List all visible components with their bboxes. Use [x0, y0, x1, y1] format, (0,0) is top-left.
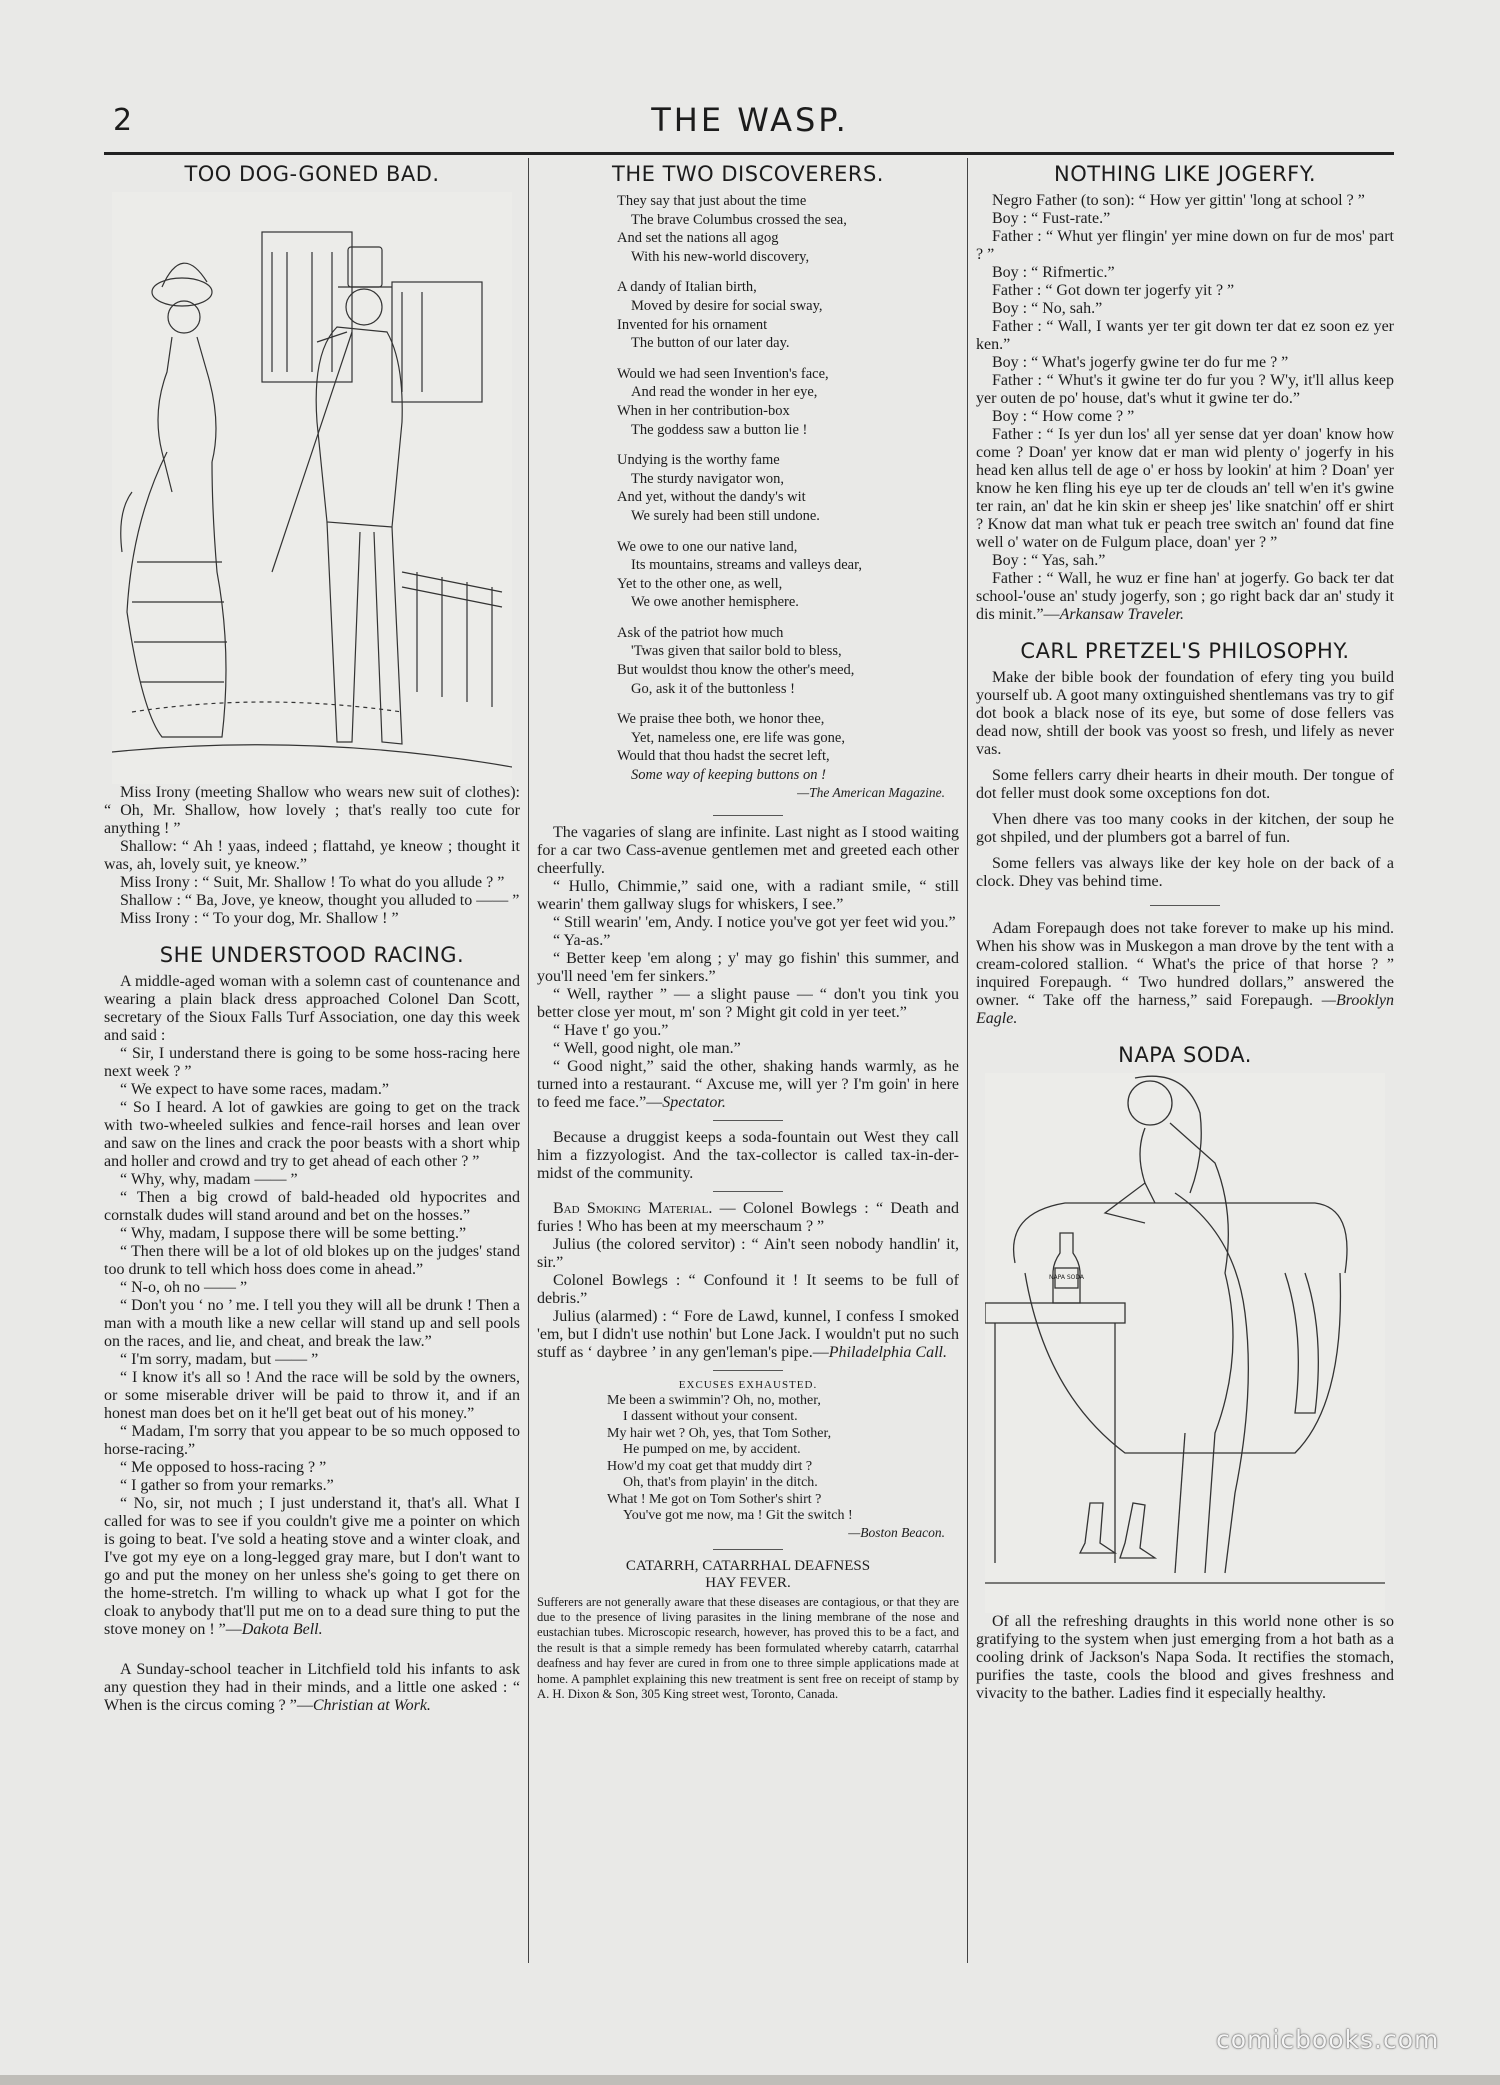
poem-line: With his new-world discovery,: [631, 248, 810, 265]
page-edge: [0, 2075, 1500, 2085]
source-credit: Philadelphia Call.: [828, 1343, 947, 1361]
paragraph: “ Well, good night, ole man.”: [553, 1039, 741, 1057]
poem-line: The sturdy navigator won,: [631, 470, 785, 487]
lead-in: Bad Smoking Material.: [553, 1199, 713, 1217]
poem-line: The button of our later day.: [631, 335, 790, 352]
poem-line: Some way of keeping buttons on !: [631, 767, 826, 784]
paragraph: “ We expect to have some races, madam.”: [120, 1081, 389, 1098]
paragraph: “ I'm sorry, madam, but —— ”: [120, 1351, 319, 1368]
article-body: [537, 824, 959, 1112]
article-title: SHE UNDERSTOOD RACING.: [159, 943, 465, 967]
paragraph: Father : “ Whut's it gwine ter do fur you ? W'y, it'll allus keep yer outen de po' house, dat's whut it gwine ter do.”: [976, 372, 1394, 407]
paragraph: “ Hullo, Chimmie,” said one, with a radiant smile, “ still wearin' them gallway slugs for whiskers, I see.”: [537, 877, 959, 913]
masthead-title: THE WASP.: [651, 101, 849, 139]
paragraph: “ Good night,” said the other, shaking hands warmly, as he turned into a restaurant. “ Axcuse me, will yer ? I'm goin' in here to feed me face.”—Spectator.: [537, 1057, 959, 1111]
paragraph: Father : “ Whut yer flingin' yer mine down on fur de mos' part ? ”: [976, 228, 1394, 263]
paragraph: “ So I heard. A lot of gawkies are going to get on the track with two-wheeled sulkies and fence-rail horses and lean over and saw on the lines and crack the poor beasts with a short whip and holler and crowd and try to get ahead of each other ? ”: [104, 1099, 520, 1170]
poem-line: Ask of the patriot how much: [617, 624, 784, 641]
paragraph: Father : “ Is yer dun los' all yer sense dat yer doan' know how come ? Doan' yer know dat er man wid plenty o' jogerfy in his head ken allus tell de age o' er hoss by lookin' at him ? Doan' yer know he ken fling his eye up ter de clouds an' tell w'en it's gwine ter rain, an' dat he kin skin er sheep jes' like snatchin' off er shirt ? Know dat man what tuk er peach tree switch an' found dat fine well o' water on de Fulgum place, doan' yer ? ”: [976, 426, 1394, 551]
paragraph: “ Then a big crowd of bald-headed old hypocrites and cornstalk dudes will stand around and bet on the hosses.”: [104, 1189, 520, 1224]
column-middle: [537, 158, 959, 1963]
paragraph: Miss Irony : “ To your dog, Mr. Shallow ! ”: [120, 910, 399, 927]
poem-line: Yet to the other one, as well,: [617, 575, 783, 592]
paragraph: Miss Irony : “ Suit, Mr. Shallow ! To what do you allude ? ”: [120, 874, 505, 891]
poem-line: The brave Columbus crossed the sea,: [631, 211, 847, 228]
paragraph: “ Don't you ‘ no ’ me. I tell you they will all be drunk ! Then a man with a mouth like a new cellar will stand up and sell pools on the races, and lie, and cheat, and break the law.”: [104, 1297, 520, 1350]
article-title: CARL PRETZEL'S PHILOSOPHY.: [1020, 639, 1350, 663]
source-credit: Spectator.: [662, 1093, 726, 1111]
poem: Me been a swimmin'? Oh, no, mother, I dassent without your consent. My hair wet ? Oh, yes, that Tom Sother, He pumped on me, by accident. How'd my coat get that muddy dirt ? Oh, that's from playin' in the ditch. What ! Me got on Tom Sother's shirt ? You've got me now, ma ! Git the switch !: [607, 1392, 853, 1524]
advertisement-text: Sufferers are not generally aware that these diseases are contagious, or that they are due to the presence of living parasites in the lining membrane of the nose and eustachian tubes. Microscopic research, however, has proved this to be a fact, and the result is that a simple remedy has been formulated whereby catarrh, catarrhal deafness and hay fever are cured in from one to three simple applications made at home. A pamphlet explaining this new treatment is sent free on receipt of stamp by A. H. Dixon & Son, 305 King street west, Toronto, Canada.: [537, 1594, 959, 1702]
paragraph: “ Me opposed to hoss-racing ? ”: [120, 1459, 327, 1476]
source-credit: Dakota Bell.: [241, 1621, 323, 1638]
poem-line: We surely had been still undone.: [631, 507, 820, 524]
watermark: comicbooks.com: [1216, 2025, 1440, 2054]
paragraph: “ Have t' go you.”: [553, 1021, 669, 1039]
poem-line: But wouldst thou know the other's meed,: [617, 662, 855, 679]
article-body: [976, 192, 1394, 624]
paragraph: Father : “ Wall, I wants yer ter git down ter dat ez soon ez yer ken.”: [976, 318, 1394, 353]
paragraph: Shallow: “ Ah ! yaas, indeed ; flattahd, ye kneow ; thought it was, ah, lovely suit, ye kneow.”: [104, 838, 520, 873]
paragraph: Boy : “ No, sah.”: [992, 300, 1103, 317]
poem-line: And yet, without the dandy's wit: [617, 489, 806, 506]
column-divider: [967, 158, 968, 1963]
paragraph: Colonel Bowlegs : “ Confound it ! It seems to be full of debris.”: [537, 1271, 959, 1307]
paragraph: Julius (alarmed) : “ Fore de Lawd, kunnel, I confess I smoked 'em, but I didn't use nothin' but Lone Jack. I wouldn't put no such stuff as ‘ daybree ’ in any gen'leman's pipe.—Philadelphia Call.: [537, 1307, 959, 1361]
paragraph: Shallow : “ Ba, Jove, ye kneow, thought you alluded to —— ”: [120, 892, 520, 909]
paragraph: “ Sir, I understand there is going to be some hoss-racing here next week ? ”: [104, 1045, 520, 1080]
paragraph: “ Then there will be a lot of old blokes up on the judges' stand too drunk to tell which hoss does come in ahead.”: [104, 1243, 520, 1278]
paragraph: “ No, sir, not much ; I just understand it, that's all. What I called for was to see if you couldn't give me a pointer on which is going to beat. I've sold a heating stove and a winter cloak, and I've got my eye on a long-legged gray mare, but I don't want to go and put the money on her unless she's going to get there on the home-stretch. I'm willing to whack up what I got for the cloak to anybody that'll put me on to a dead sure thing to put the stove money on ! ”—Dakota Bell.: [104, 1495, 520, 1638]
source-credit: Arkansaw Traveler.: [1059, 606, 1185, 623]
poem-line: Undying is the worthy fame: [617, 452, 780, 469]
paragraph: Make der bible book der foundation of efery ting you build yourself ub. A goot many oxtinguished shentlemans vas try to gif dot book a black nose of its eye, but some of dose fellers vas dead now, shtill der book vas yoost so fresh, und lifely as never vas.: [976, 669, 1394, 758]
paragraph: Some fellers vas always like der key hole on der back of a clock. Dhey vas behind time.: [976, 855, 1394, 890]
paragraph: Boy : “ Yas, sah.”: [992, 552, 1106, 569]
poem-line: And read the wonder in her eye,: [631, 384, 818, 401]
poem-line: And set the nations all agog: [617, 230, 779, 247]
bottle-label: NAPA SODA: [1049, 1274, 1084, 1281]
poem: [617, 192, 959, 785]
poem-line: When in her contribution-box: [617, 402, 790, 419]
paragraph: “ I know it's all so ! And the race will be sold by the owners, or some miserable driver will be paid to throw it, and if an honest man does bet on it he'll get beat out of his money.”: [104, 1369, 520, 1422]
paragraph: Boy : “ Fust-rate.”: [992, 210, 1111, 227]
paragraph: The vagaries of slang are infinite. Last night as I stood waiting for a car two Cass-avenue gentlemen met and greeted each other cheerfully.: [537, 823, 959, 877]
poem-line: The goddess saw a button lie !: [631, 421, 808, 438]
source-credit: —The American Magazine.: [797, 784, 945, 800]
paragraph: “ Ya-as.”: [553, 931, 611, 949]
paragraph: Miss Irony (meeting Shallow who wears new suit of clothes): “ Oh, Mr. Shallow, how lovely ; that's really too cute for anything ! ”: [104, 784, 520, 837]
advertisement-title: CATARRH, CATARRHAL DEAFNESS HAY FEVER.: [625, 1557, 871, 1591]
paragraph: “ Why, madam, I suppose there will be some betting.”: [120, 1225, 467, 1242]
poem-line: Moved by desire for social sway,: [631, 297, 823, 314]
poem-line: Would that thou hadst the secret left,: [617, 748, 830, 765]
paragraph: “ Why, why, madam —— ”: [120, 1171, 298, 1188]
paragraph: Adam Forepaugh does not take forever to make up his mind. When his show was in Muskegon a man drove by the tent with a cream-colored stallion. “ What's the price of that horse ? ” inquired Forepaugh. “ Two hundred dollars,” answered the owner. “ Take off the harness,” said Forepaugh. —Brooklyn Eagle.: [976, 920, 1394, 1027]
paragraph: Father : “ Got down ter jogerfy yit ? ”: [992, 282, 1235, 299]
poem-line: Invented for his ornament: [617, 316, 768, 333]
column-left: [104, 158, 520, 1963]
napa-soda-illustration: [985, 1073, 1385, 1613]
poem-line: We owe another hemisphere.: [631, 594, 799, 611]
poem-line: We owe to one our native land,: [617, 538, 798, 555]
paragraph: “ Well, rayther ” — a slight pause — “ don't you tink you better close yer mout, m' son ? Might git cold in yer teet.”: [537, 985, 959, 1021]
poem-line: They say that just about the time: [617, 193, 807, 209]
article-title: TOO DOG-GONED BAD.: [184, 162, 440, 186]
paragraph: “ Better keep 'em along ; y' may go fishin' this summer, and you'll need 'em fer sinkers.”: [537, 949, 959, 985]
paragraph: Julius (the colored servitor) : “ Ain't seen nobody handlin' it, sir.”: [537, 1235, 959, 1271]
paragraph: “ Still wearin' 'em, Andy. I notice you've got yer feet wid you.”: [553, 913, 956, 931]
paragraph: A Sunday-school teacher in Litchfield told his infants to ask any question they had in their minds, and a little one asked : “ When is the circus coming ? ”—Christian at Work.: [104, 1661, 520, 1714]
paragraph: A middle-aged woman with a solemn cast of countenance and wearing a plain black dress approached Colonel Dan Scott, secretary of the Sioux Falls Turf Association, one day this week and said :: [104, 973, 520, 1044]
header-rule: [104, 152, 1394, 155]
paragraph: Boy : “ How come ? ”: [992, 408, 1135, 425]
paragraph: Boy : “ What's jogerfy gwine ter do fur me ? ”: [992, 354, 1289, 371]
poem-line: Its mountains, streams and valleys dear,: [631, 557, 862, 574]
paragraph: Negro Father (to son): “ How yer gittin' 'long at school ? ”: [992, 192, 1365, 209]
poem-line: Go, ask it of the buttonless !: [631, 680, 795, 697]
article-title: NAPA SODA.: [1118, 1043, 1252, 1067]
poem-line: 'Twas given that sailor bold to bless,: [631, 643, 842, 660]
paragraph: “ I gather so from your remarks.”: [120, 1477, 334, 1494]
source-credit: —Brooklyn Eagle.: [976, 992, 1394, 1027]
cartoon-illustration: [112, 192, 512, 784]
source-credit: —Boston Beacon.: [848, 1524, 945, 1540]
paragraph: Father : “ Wall, he wuz er fine han' at jogerfy. Go back ter dat school-'ouse an' study jogerfy, son ; go right back dar an' study it dis minit.”—Arkansaw Traveler.: [976, 570, 1394, 623]
paragraph: Because a druggist keeps a soda-fountain out West they call him a fizzyologist. And the tax-collector is called tax-in-der-midst of the community.: [537, 1128, 959, 1182]
poem-line: A dandy of Italian birth,: [617, 279, 757, 296]
source-credit: Christian at Work.: [312, 1697, 431, 1714]
paragraph: Bad Smoking Material. — Colonel Bowlegs : “ Death and furies ! Who has been at my meerschaum ? ”: [537, 1199, 959, 1235]
article-title: THE TWO DISCOVERERS.: [612, 162, 884, 186]
article-title: NOTHING LIKE JOGERFY.: [1054, 162, 1316, 186]
paragraph: Vhen dhere vas too many cooks in der kitchen, der soup he got shpiled, und der plumbers got a barrel of fun.: [976, 811, 1394, 846]
paragraph: Boy : “ Rifmertic.”: [992, 264, 1115, 281]
poem-line: Yet, nameless one, ere life was gone,: [631, 729, 845, 746]
dialogue-block: [104, 784, 520, 928]
column-right: [976, 158, 1394, 1963]
column-divider: [528, 158, 529, 1963]
article-body: [537, 1200, 959, 1362]
article-body: [976, 669, 1394, 891]
article-body: [104, 973, 520, 1639]
paragraph: “ Madam, I'm sorry that you appear to be so much opposed to horse-racing.”: [104, 1423, 520, 1458]
poem-line: We praise thee both, we honor thee,: [617, 711, 825, 728]
paragraph: Some fellers carry dheir hearts in dheir mouth. Der tongue of dot feller must dook some oxceptions fon dot.: [976, 767, 1394, 802]
poem-title: EXCUSES EXHAUSTED.: [678, 1378, 818, 1391]
page-number: 2: [113, 103, 133, 138]
paragraph: “ N-o, oh no —— ”: [120, 1279, 248, 1296]
advertisement-text: Of all the refreshing draughts in this world none other is so gratifying to the system when just emerging from a hot bath as a cooling drink of Jackson's Napa Soda. It rectifies the stomach, purifies the taste, cools the blood and gives freshness and vivacity to the bather. Ladies find it especially healthy.: [976, 1613, 1394, 1702]
poem-line: Would we had seen Invention's face,: [617, 365, 829, 382]
